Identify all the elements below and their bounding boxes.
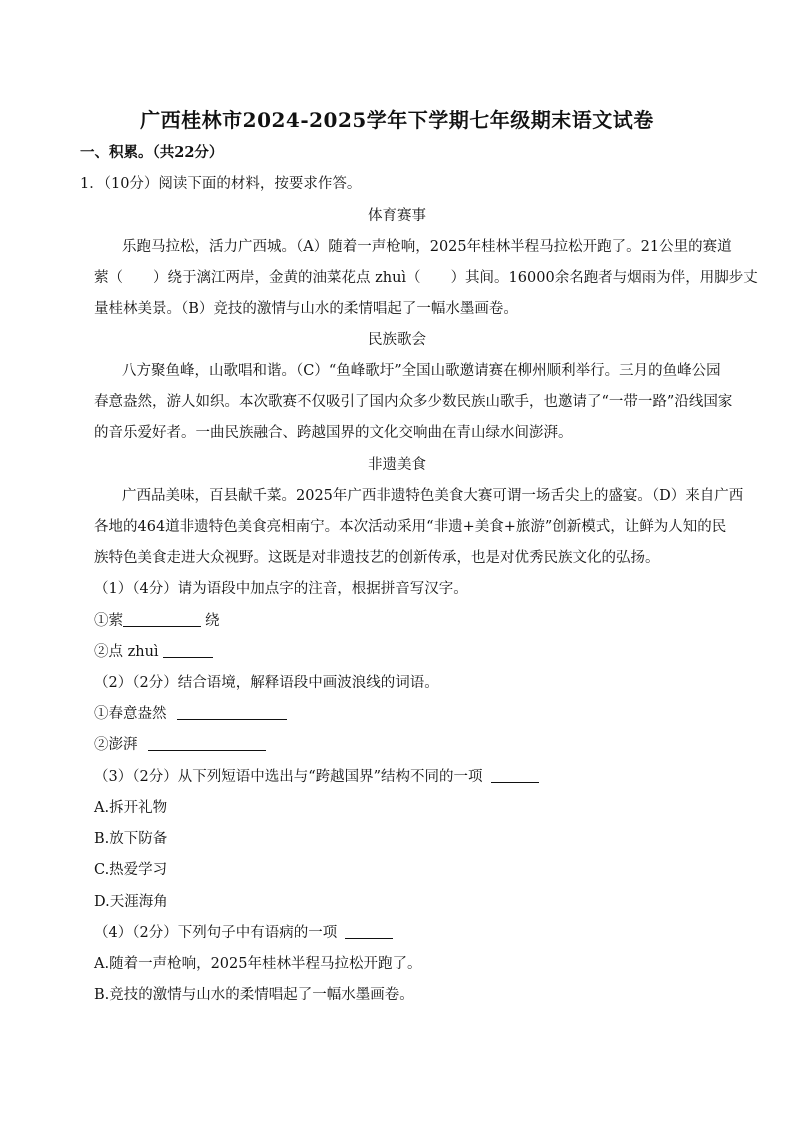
option-3a: A.拆开礼物	[94, 800, 168, 816]
option-4a: A.随着一声枪响，2025年桂林半程马拉松开跑了。	[94, 956, 422, 972]
para2-line1: 八方聚鱼峰，山歌唱和谐。（C）“鱼峰歌圩”全国山歌邀请赛在柳州顺利举行。三月的鱼峰公园	[122, 363, 721, 379]
para1-line2	[94, 268, 758, 288]
answer-2b-label: ②澎湃	[94, 737, 138, 753]
answer-blank-3[interactable]	[491, 768, 539, 783]
subheading-sports: 体育赛事	[368, 208, 426, 224]
para3-line2: 各地的464道非遗特色美食亮相南宁。本次活动采用“非遗+美食+旅游”创新模式，让鲜为人知的民	[94, 519, 727, 535]
para2-line2: 春意盎然，游人如织。本次歌赛不仅吸引了国内众多少数民族山歌手，也邀请了“一带一路”沿线国家	[94, 394, 733, 410]
page-title: 广西桂林市2024-2025学年下学期七年级期末语文试卷	[140, 108, 654, 132]
answer-row-2a	[94, 704, 287, 724]
answer-blank-1b[interactable]	[163, 643, 213, 658]
subquestion-4-text: （4）（2分）下列句子中有语病的一项	[94, 925, 338, 941]
answer-blank-1a[interactable]	[123, 612, 201, 627]
subheading-food: 非遗美食	[368, 457, 426, 473]
para1-text-c: ）其间。16000余名跑者与烟雨为伴，用脚步丈	[450, 270, 758, 286]
answer-row-1b	[94, 642, 213, 662]
answer-2a-label: ①春意盎然	[94, 706, 167, 722]
subquestion-3	[94, 767, 539, 787]
subquestion-3-text: （3）（2分）从下列短语中选出与“跨越国界”结构不同的一项	[94, 769, 483, 785]
para3-line1: 广西品美味，百县献千菜。2025年广西非遗特色美食大赛可谓一场舌尖上的盛宴。（D）来自广西	[122, 488, 744, 504]
para1-text-a: 萦（	[94, 270, 123, 286]
option-4b: B.竞技的激情与山水的柔情唱起了一幅水墨画卷。	[94, 987, 414, 1003]
answer-blank-4[interactable]	[345, 924, 393, 939]
subheading-songs: 民族歌会	[368, 332, 426, 348]
subquestion-1: （1）（4分）请为语段中加点字的注音，根据拼音写汉字。	[94, 581, 468, 597]
answer-1b-label: ②点 zhuì	[94, 644, 159, 660]
para2-line3: 的音乐爱好者。一曲民族融合、跨越国界的文化交响曲在青山绿水间澎湃。	[94, 425, 573, 441]
option-3d: D.天涯海角	[94, 894, 168, 910]
subquestion-4	[94, 923, 393, 943]
section-heading: 一、积累。（共22分）	[80, 144, 224, 161]
answer-row-1a	[94, 611, 220, 631]
answer-blank-2b[interactable]	[148, 736, 266, 751]
answer-1a-suffix: 绕	[205, 613, 220, 629]
question-1: 1．（10分）阅读下面的材料，按要求作答。	[80, 176, 362, 192]
answer-1a-label: ①萦	[94, 613, 123, 629]
subquestion-2: （2）（2分）结合语境，解释语段中画波浪线的词语。	[94, 675, 439, 691]
para1-line1: 乐跑马拉松，活力广西城。（A）随着一声枪响，2025年桂林半程马拉松开跑了。21公里的赛道	[122, 239, 732, 255]
option-3c: C.热爱学习	[94, 862, 168, 878]
answer-blank-2a[interactable]	[177, 705, 287, 720]
option-3b: B.放下防备	[94, 831, 168, 847]
para1-line3: 量桂林美景。（B）竞技的激情与山水的柔情唱起了一幅水墨画卷。	[94, 301, 518, 317]
para1-text-b: ）绕于漓江两岸，金黄的油菜花点 zhuì（	[153, 270, 421, 286]
para3-line3: 族特色美食走进大众视野。这既是对非遗技艺的创新传承，也是对优秀民族文化的弘扬。	[94, 550, 660, 566]
answer-row-2b	[94, 735, 266, 755]
